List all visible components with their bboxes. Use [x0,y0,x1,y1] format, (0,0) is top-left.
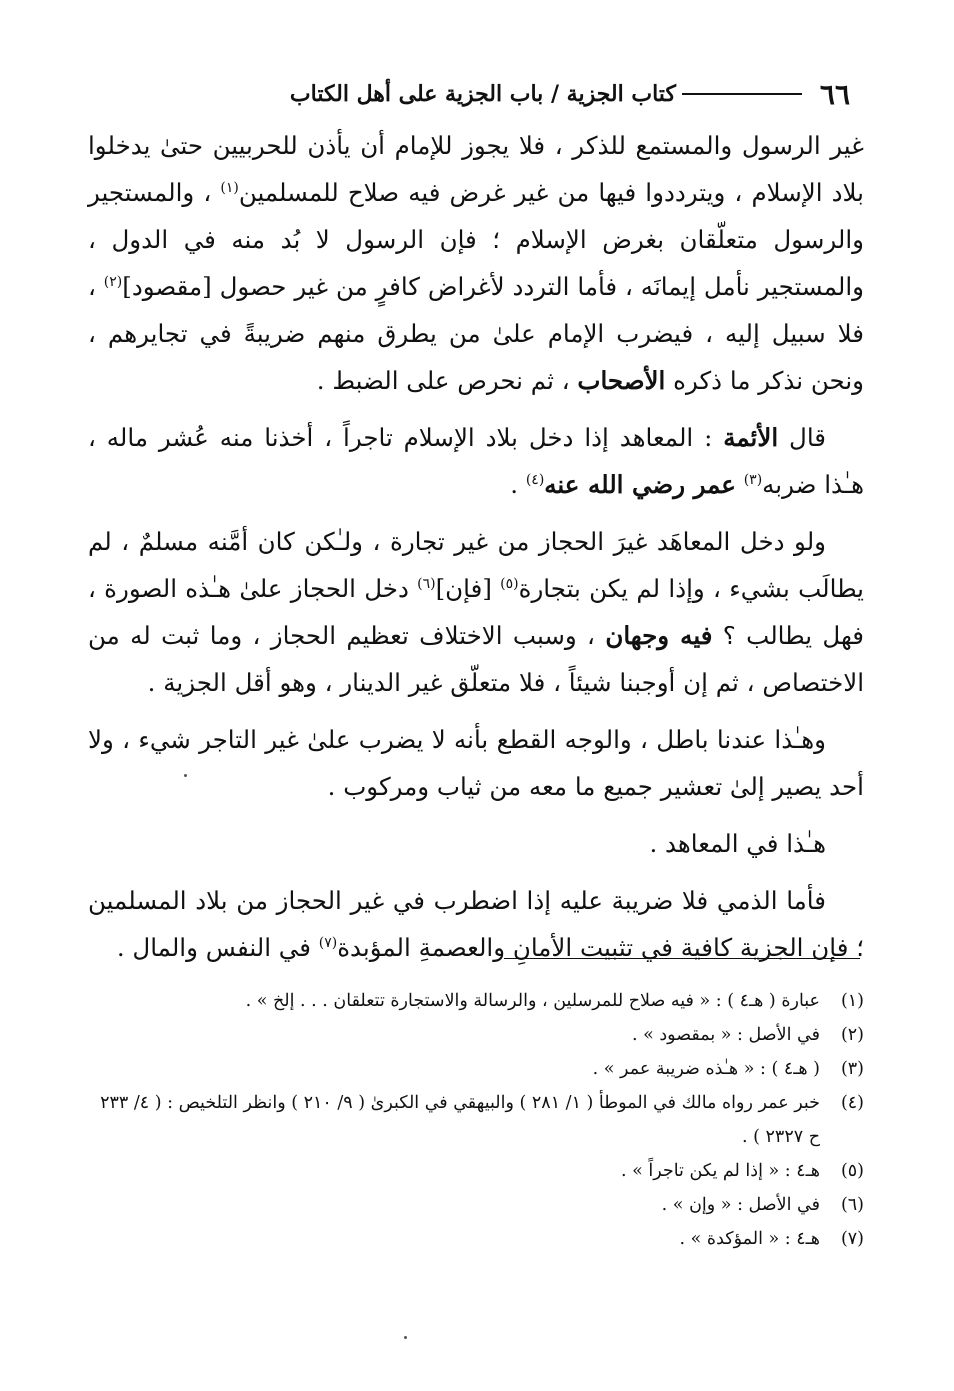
text-run: وهـٰذا عندنا باطل ، والوجه القطع بأنه لا يضرب علىٰ غير التاجر شيء ، ولا أحد يصير إلىٰ تعشير جميع ما معه من ثياب ومركوب . [88,725,864,801]
footnote-number: (١) [840,991,864,1011]
footnote-text: هـ٤ : « المؤكدة » . [679,1229,820,1249]
text-run: : المعاهد إذا دخل بلاد الإسلام تاجراً ، أخذنا منه عُشر ماله ، هـٰذا ضربه [88,423,864,499]
text-run: ، وسبب الاختلاف تعظيم الحجاز ، وما ثبت له من الاختصاص ، ثم إن أوجبنا شيئاً ، فلا متعلّق غير الدينار ، وهو أقل الجزية . [88,621,864,697]
footnotes [88,984,864,1256]
bold-text: عمر رضي الله عنه [544,470,736,499]
footnote-number: (٥) [840,1161,864,1181]
footnote [88,1018,864,1052]
footnote-ref: (١) [220,179,239,196]
text-run: غير الرسول والمستمع للذكر ، فلا يجوز للإمام أن يأذن للحربيين حتىٰ يدخلوا بلاد الإسلام ، ويترددوا فيها من غير غرض فيه صلاح للمسلمين [88,131,864,207]
footnote-ref: (٤) [525,471,545,488]
text-run: ولو دخل المعاهَد غيرَ الحجاز من غير تجارة ، ولـٰكن كان أمَّنه مسلمٌ ، لم يطالَب بشيء ، وإذا لم يكن بتجارة [88,527,864,603]
footnote-text: عبارة ( هـ٤ ) : « فيه صلاح للمرسلين ، والرسالة والاستجارة تتعلقان . . . إلخ » . [245,991,820,1011]
footnote-text: خبر عمر رواه مالك في الموطأ ( ١/ ٢٨١ ) والبيهقي في الكبرىٰ ( ٩/ ٢١٠ ) وانظر التلخيص : ( ٤/ ٢٣٣ ح ٢٣٢٧ ) . [100,1093,820,1147]
footnote-number: (٦) [840,1195,864,1215]
footnote [88,1086,864,1154]
text-run: ، ثم نحرص على الضبط . [316,366,578,395]
paragraph [88,122,864,404]
bold-text: فيه وجهان [605,621,713,650]
footnote-text: ( هـ٤ ) : « هـٰذه ضريبة عمر » . [592,1059,820,1079]
paragraph [88,518,864,706]
footnote-ref: (٥) [500,575,519,592]
footnote [88,984,864,1018]
text-run [736,470,744,499]
header-rule [682,93,802,95]
paragraph [88,820,864,867]
text-run: [فإن] [435,574,501,603]
main-text [88,122,864,981]
footnote [88,1222,864,1256]
paragraph [88,716,864,810]
footnote-number: (٤) [840,1093,864,1113]
footnote-number: (٢) [840,1025,864,1045]
footnote-number: (٧) [840,1229,864,1249]
footnote-ref: (٣) [743,471,763,488]
footnote-number: (٣) [840,1059,864,1079]
text-run: ، والمستجير والرسول متعلّقان بغرض الإسلام ؛ فإن الرسول لا بُد منه في الدول ، والمستجير نأمل إيمانَه ، فأما التردد لأغراض كافرٍ من غير حصول [مقصود] [88,178,864,301]
footnote [88,1052,864,1086]
scan-speck [184,774,187,777]
bold-text: الأصحاب [577,366,666,395]
footnote-ref: (٧) [318,934,338,951]
paragraph [88,414,864,508]
footnote [88,1154,864,1188]
running-header [88,74,850,114]
footnote-text: في الأصل : « بمقصود » . [631,1025,820,1045]
text-run: . [510,470,526,499]
footnote [88,1188,864,1222]
text-run: دخل الحجاز علىٰ هـٰذه الصورة ، فهل يطالب ؟ [88,574,864,650]
footnote-text: هـ٤ : « إذا لم يكن تاجراً » . [620,1161,820,1181]
header-title: كتاب الجزية / باب الجزية على أهل الكتاب [289,81,676,107]
text-run: قال [778,423,826,452]
footnote-ref: (٦) [417,575,436,592]
scan-speck [404,1336,407,1339]
text-run: ، فلا سبيل إليه ، فيضرب الإمام علىٰ من يطرق منهم ضريبةً في تجايرهم ، ونحن نذكر ما ذكره [88,272,864,395]
page-number: ٦٦ [819,77,850,111]
paragraph [88,877,864,971]
footnote-separator [504,958,860,959]
text-run: فأما الذمي فلا ضريبة عليه إذا اضطرب في غير الحجاز من بلاد المسلمين ؛ فإن الجزية كافية في تثبيت الأمانِ والعصمةِ المؤبدة [88,886,864,962]
footnote-ref: (٢) [103,273,123,290]
footnote-text: في الأصل : « وإن » . [661,1195,820,1215]
bold-text: الأئمة [723,423,779,452]
text-run: هـٰذا في المعاهد . [649,829,826,858]
text-run: في النفس والمال . [116,933,319,962]
